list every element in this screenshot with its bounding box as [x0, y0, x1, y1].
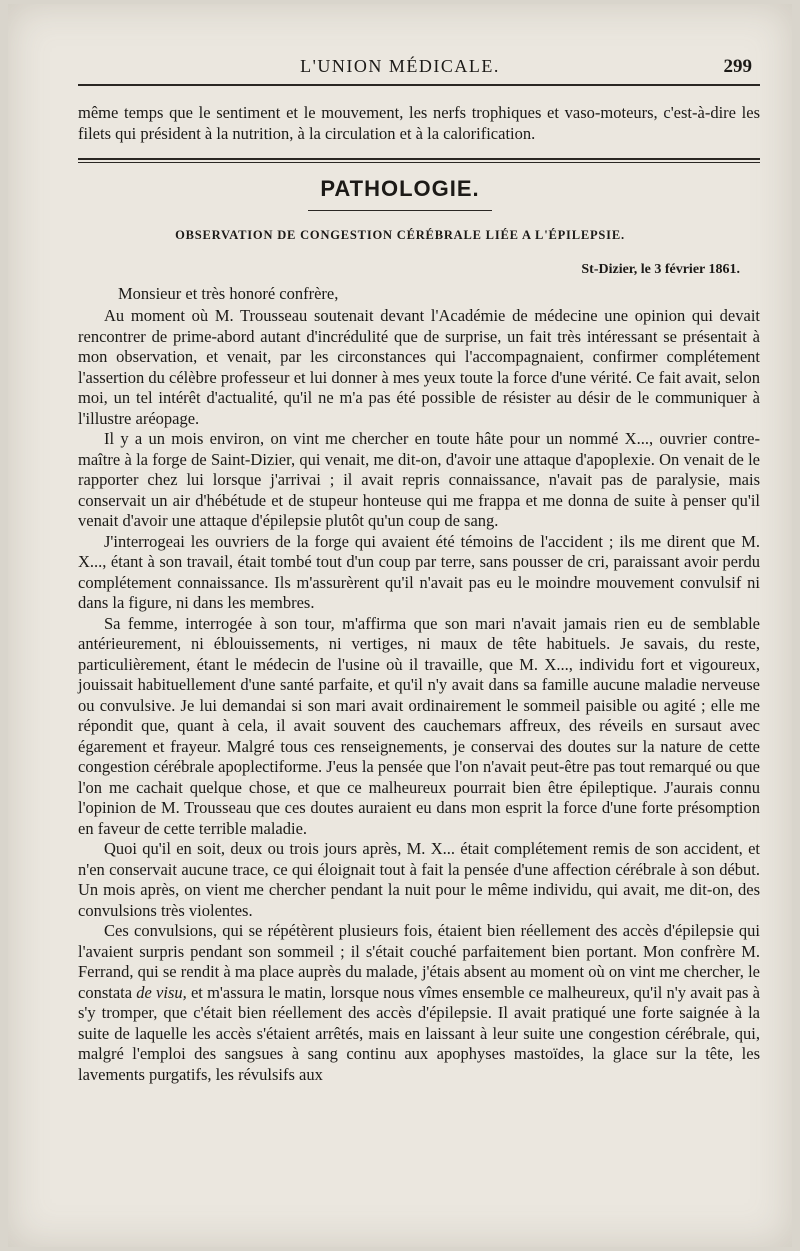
italic-phrase: de visu,	[136, 982, 187, 1002]
dateline: St-Dizier, le 3 février 1861.	[581, 262, 740, 277]
paragraph-text: Ces convulsions, qui se répétèrent plusieurs fois, étaient bien réellement des accès d'épilepsie qui l'avaient surpris pendant son sommeil ; il s'était couché parfaitement bien portant. Mon confrère M. Ferrand, qui se rendit à ma place auprès du malade, j'étais absent au moment où on vint me chercher, le constata	[78, 921, 760, 1002]
paragraph: J'interrogeai les ouvriers de la forge qui avaient été témoins de l'accident ; ils me dirent que M. X..., étant à son travail, était tombé tout d'un coup par terre, sans pousser de cri, paraissant avoir perdu complétement connaissance. Ils m'assurèrent qu'il n'avait pas eu le moindre mouvement convulsif ni dans la figure, ni dans les membres.	[78, 531, 760, 612]
paragraph: Il y a un mois environ, on vint me chercher en toute hâte pour un nommé X..., ouvrier contre-maître à la forge de Saint-Dizier, qui venait, me dit-on, d'avoir une attaque d'apoplexie. On venait de le rapporter chez lui lorsque j'arrivai ; il avait repris connaissance, n'avait pas de paralysie, mais conservait un air d'hébétude et de stupeur honteuse qui me frappa et me donna de suite à penser qu'il venait d'avoir une attaque d'épilepsie plutôt qu'un coup de sang.	[78, 429, 760, 530]
header-rule	[78, 84, 760, 86]
section-heading: PATHOLOGIE.	[320, 176, 480, 201]
paragraph: Au moment où M. Trousseau soutenait devant l'Académie de médecine une opinion qui devait rencontrer de prime-abord autant d'incrédulité que de surprise, un fait très intéressant se présentait à mon observation, et venait, par les circonstances qui l'accompagnaient, confirmer complétement l'assertion du célèbre professeur et lui donner à mes yeux toute la force d'une vérité. Ce fait avait, selon moi, un tel intérêt d'actualité, qu'il ne m'a pas été possible de résister au désir de le communiquer à l'illustre aréopage.	[78, 306, 760, 428]
running-header	[8, 56, 792, 82]
paragraph: Sa femme, interrogée à son tour, m'affirma que son mari n'avait jamais rien eu de semblable antérieurement, ni éblouissements, ni vertiges, ni maux de tête habituels. Je savais, du reste, particulièrement, étant le médecin de l'usine où il travaille, que M. X..., individu fort et vigoureux, jouissait habituellement d'une santé parfaite, et qu'il n'y avait dans sa famille aucune maladie nerveuse ou convulsive. Je lui demandai si son mari avait ordinairement le sommeil paisible ou agité ; elle me répondit que, quant à cela, il avait souvent des cauchemars affreux, des réveils en sursaut avec égarement et frayeur. Malgré tous ces renseignements, je conservai des doutes sur la nature de cette congestion cérébrale apoplectiforme. J'eus la pensée que l'on n'avait peut-être pas tout remarqué ou que l'on me cachait quelque chose, et que ce malheureux pourrait bien être épileptique. J'aurais connu l'opinion de M. Trousseau que ces doutes auraient eu dans mon esprit la force d'une forte présomption en faveur de cette terrible maladie.	[78, 613, 760, 838]
page-number: 299	[723, 56, 752, 77]
article-body	[78, 306, 760, 1085]
salutation: Monsieur et très honoré confrère,	[118, 284, 339, 303]
paragraph: Quoi qu'il en soit, deux ou trois jours après, M. X... était complétement remis de son accident, et n'en conservait aucune trace, ce qui éloignait tout à fait la pensée d'une affection cérébrale à son début. Un mois après, on vient me chercher pendant la nuit pour le même individu, qui avait, me dit-on, des convulsions très violentes.	[78, 839, 760, 920]
paragraph-text: et m'assura le matin, lorsque nous vîmes ensemble ce malheureux, qu'il n'y avait pas à s'y tromper, que c'était bien réellement des accès d'épilepsie. Il avait pratiqué une forte saignée à la suite de laquelle les accès s'étaient arrêtés, mais en laissant à leur suite une congestion cérébrale, qui, malgré l'emploi des sangsues à sang continu aux apophyses mastoïdes, la glace sur la tête, les lavements purgatifs, les révulsifs aux	[78, 982, 760, 1084]
article-title: OBSERVATION DE CONGESTION CÉRÉBRALE LIÉE A L'ÉPILEPSIE.	[175, 228, 625, 242]
section-heading-rule	[308, 210, 492, 211]
journal-page	[8, 4, 792, 1247]
section-double-rule-top	[78, 158, 760, 160]
intro-text: même temps que le sentiment et le mouvement, les nerfs trophiques et vaso-moteurs, c'est-à-dire les filets qui président à la nutrition, à la circulation et à la calorification.	[78, 103, 760, 143]
paragraph-last	[78, 921, 760, 1085]
section-double-rule-bottom	[78, 162, 760, 163]
journal-title: L'UNION MÉDICALE.	[300, 56, 500, 76]
